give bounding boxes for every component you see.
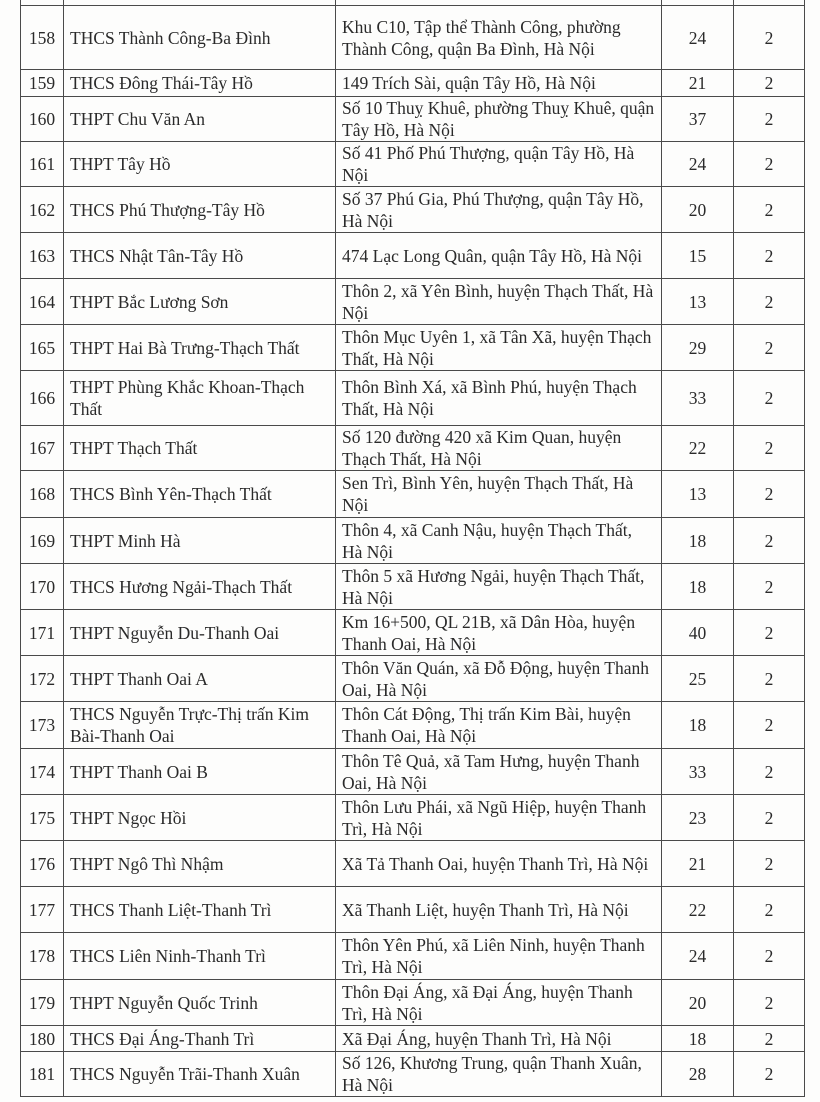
cell-row-number: 166 — [21, 371, 64, 426]
cell-school-name: THCS Đại Áng-Thanh Trì — [64, 1026, 336, 1052]
cell-value: 2 — [734, 471, 805, 518]
cell-count: 18 — [662, 702, 734, 749]
cell-count: 18 — [662, 1026, 734, 1052]
cell-row-number: 164 — [21, 279, 64, 325]
cell-address: Sen Trì, Bình Yên, huyện Thạch Thất, Hà Nội — [336, 471, 662, 518]
cell-school-name: THPT Minh Hà — [64, 518, 336, 564]
cell-count: 22 — [662, 426, 734, 471]
cell-address: Xã Thanh Liệt, huyện Thanh Trì, Hà Nội — [336, 887, 662, 933]
table-row — [21, 564, 805, 610]
cell-count: 33 — [662, 371, 734, 426]
cell-address: 149 Trích Sài, quận Tây Hồ, Hà Nội — [336, 70, 662, 97]
cell-row-number: 167 — [21, 426, 64, 471]
cell-school-name: THPT Chu Văn An — [64, 97, 336, 142]
cell-school-name: THPT Bắc Lương Sơn — [64, 279, 336, 325]
cell-row-number: 177 — [21, 887, 64, 933]
cell-count: 37 — [662, 97, 734, 142]
table-row — [21, 279, 805, 325]
table-row — [21, 980, 805, 1026]
cell-count: 22 — [662, 887, 734, 933]
cell-value: 2 — [734, 749, 805, 795]
cell-count: 20 — [662, 187, 734, 233]
cell-school-name: THCS Bình Yên-Thạch Thất — [64, 471, 336, 518]
table-row — [21, 97, 805, 142]
cell-address: Thôn Bình Xá, xã Bình Phú, huyện Thạch Thất, Hà Nội — [336, 371, 662, 426]
cell-school-name: THPT Thạch Thất — [64, 426, 336, 471]
cell-address: Số 120 đường 420 xã Kim Quan, huyện Thạch Thất, Hà Nội — [336, 426, 662, 471]
cell-row-number: 176 — [21, 841, 64, 887]
cell-value: 2 — [734, 887, 805, 933]
table-row — [21, 702, 805, 749]
cell-row-number: 158 — [21, 6, 64, 70]
table-row — [21, 610, 805, 656]
table-row — [21, 6, 805, 70]
cell-school-name: THCS Nguyễn Trực-Thị trấn Kim Bài-Thanh Oai — [64, 702, 336, 749]
cell-school-name: THPT Tây Hồ — [64, 142, 336, 187]
cell-count: 29 — [662, 325, 734, 371]
cell-value: 2 — [734, 6, 805, 70]
cell-address: Thôn Yên Phú, xã Liên Ninh, huyện Thanh Trì, Hà Nội — [336, 933, 662, 980]
cell-value: 2 — [734, 426, 805, 471]
cell-count: 21 — [662, 841, 734, 887]
cell-school-name: THPT Nguyễn Quốc Trinh — [64, 980, 336, 1026]
cell-value: 2 — [734, 233, 805, 279]
cell-school-name: THPT Ngọc Hồi — [64, 795, 336, 841]
cell-count: 21 — [662, 70, 734, 97]
cell-row-number: 163 — [21, 233, 64, 279]
table-row — [21, 795, 805, 841]
cell-value: 2 — [734, 371, 805, 426]
cell-school-name: THPT Thanh Oai A — [64, 656, 336, 702]
cell-value: 2 — [734, 610, 805, 656]
cell-value: 2 — [734, 70, 805, 97]
cell-school-name: THCS Đông Thái-Tây Hồ — [64, 70, 336, 97]
cell-school-name: THCS Hương Ngải-Thạch Thất — [64, 564, 336, 610]
cell-value: 2 — [734, 279, 805, 325]
cell-value: 2 — [734, 142, 805, 187]
cell-value: 2 — [734, 564, 805, 610]
cell-address: 474 Lạc Long Quân, quận Tây Hồ, Hà Nội — [336, 233, 662, 279]
table-row — [21, 187, 805, 233]
cell-value: 2 — [734, 841, 805, 887]
cell-school-name: THPT Hai Bà Trưng-Thạch Thất — [64, 325, 336, 371]
cell-count: 15 — [662, 233, 734, 279]
table-row — [21, 471, 805, 518]
cell-count: 25 — [662, 656, 734, 702]
cell-row-number: 160 — [21, 97, 64, 142]
cell-row-number: 172 — [21, 656, 64, 702]
cell-count: 18 — [662, 518, 734, 564]
cell-school-name: THPT Nguyễn Du-Thanh Oai — [64, 610, 336, 656]
cell-row-number: 178 — [21, 933, 64, 980]
cell-value: 2 — [734, 1026, 805, 1052]
cell-address: Thôn Lưu Phái, xã Ngũ Hiệp, huyện Thanh Trì, Hà Nội — [336, 795, 662, 841]
table-row — [21, 426, 805, 471]
cell-row-number: 165 — [21, 325, 64, 371]
cell-school-name: THCS Nguyễn Trãi-Thanh Xuân — [64, 1052, 336, 1097]
cell-value: 2 — [734, 702, 805, 749]
cell-count: 33 — [662, 749, 734, 795]
table-row — [21, 1052, 805, 1097]
cell-address: Thôn Văn Quán, xã Đỗ Động, huyện Thanh Oai, Hà Nội — [336, 656, 662, 702]
cell-school-name: THCS Phú Thượng-Tây Hồ — [64, 187, 336, 233]
cell-address: Thôn Mục Uyên 1, xã Tân Xã, huyện Thạch Thất, Hà Nội — [336, 325, 662, 371]
cell-count: 18 — [662, 564, 734, 610]
cell-value: 2 — [734, 656, 805, 702]
cell-count: 40 — [662, 610, 734, 656]
table-row — [21, 518, 805, 564]
cell-address: Thôn Đại Áng, xã Đại Áng, huyện Thanh Trì, Hà Nội — [336, 980, 662, 1026]
table-row — [21, 933, 805, 980]
cell-row-number: 170 — [21, 564, 64, 610]
table-row — [21, 233, 805, 279]
cell-value: 2 — [734, 187, 805, 233]
cell-count: 24 — [662, 6, 734, 70]
cell-count: 13 — [662, 279, 734, 325]
cell-school-name: THPT Phùng Khắc Khoan-Thạch Thất — [64, 371, 336, 426]
cell-row-number: 162 — [21, 187, 64, 233]
cell-row-number: 174 — [21, 749, 64, 795]
table-row — [21, 371, 805, 426]
cell-count: 13 — [662, 471, 734, 518]
cell-row-number: 161 — [21, 142, 64, 187]
cell-row-number: 159 — [21, 70, 64, 97]
cell-value: 2 — [734, 325, 805, 371]
cell-school-name: THPT Ngô Thì Nhậm — [64, 841, 336, 887]
cell-value: 2 — [734, 980, 805, 1026]
cell-row-number: 180 — [21, 1026, 64, 1052]
cell-row-number: 171 — [21, 610, 64, 656]
cell-address: Xã Đại Áng, huyện Thanh Trì, Hà Nội — [336, 1026, 662, 1052]
table-row — [21, 841, 805, 887]
cell-address: Số 126, Khương Trung, quận Thanh Xuân, Hà Nội — [336, 1052, 662, 1097]
table-row — [21, 325, 805, 371]
cell-count: 24 — [662, 142, 734, 187]
cell-address: Thôn 5 xã Hương Ngải, huyện Thạch Thất, Hà Nội — [336, 564, 662, 610]
cell-address: Khu C10, Tập thể Thành Công, phường Thành Công, quận Ba Đình, Hà Nội — [336, 6, 662, 70]
cell-count: 24 — [662, 933, 734, 980]
cell-row-number: 169 — [21, 518, 64, 564]
cell-address: Thôn Cát Động, Thị trấn Kim Bài, huyện Thanh Oai, Hà Nội — [336, 702, 662, 749]
table-row — [21, 1026, 805, 1052]
table-row — [21, 70, 805, 97]
cell-value: 2 — [734, 97, 805, 142]
table-row — [21, 887, 805, 933]
cell-row-number: 175 — [21, 795, 64, 841]
cell-school-name: THPT Thanh Oai B — [64, 749, 336, 795]
cell-address: Xã Tả Thanh Oai, huyện Thanh Trì, Hà Nội — [336, 841, 662, 887]
table-row — [21, 749, 805, 795]
cell-row-number: 179 — [21, 980, 64, 1026]
cell-address: Km 16+500, QL 21B, xã Dân Hòa, huyện Thanh Oai, Hà Nội — [336, 610, 662, 656]
school-table-body — [21, 0, 805, 1097]
table-row — [21, 656, 805, 702]
cell-value: 2 — [734, 795, 805, 841]
cell-address: Thôn 4, xã Canh Nậu, huyện Thạch Thất, Hà Nội — [336, 518, 662, 564]
cell-value: 2 — [734, 1052, 805, 1097]
cell-school-name: THCS Liên Ninh-Thanh Trì — [64, 933, 336, 980]
cell-school-name: THCS Thành Công-Ba Đình — [64, 6, 336, 70]
cell-count: 23 — [662, 795, 734, 841]
table-row — [21, 142, 805, 187]
cell-row-number: 168 — [21, 471, 64, 518]
cell-address: Số 41 Phố Phú Thượng, quận Tây Hồ, Hà Nội — [336, 142, 662, 187]
cell-school-name: THCS Thanh Liệt-Thanh Trì — [64, 887, 336, 933]
cell-address: Thôn 2, xã Yên Bình, huyện Thạch Thất, Hà Nội — [336, 279, 662, 325]
cell-address: Số 37 Phú Gia, Phú Thượng, quận Tây Hồ, Hà Nội — [336, 187, 662, 233]
cell-address: Số 10 Thuỵ Khuê, phường Thuỵ Khuê, quận Tây Hồ, Hà Nội — [336, 97, 662, 142]
cell-count: 20 — [662, 980, 734, 1026]
cell-value: 2 — [734, 933, 805, 980]
cell-count: 28 — [662, 1052, 734, 1097]
cell-address: Thôn Tê Quả, xã Tam Hưng, huyện Thanh Oai, Hà Nội — [336, 749, 662, 795]
cell-school-name: THCS Nhật Tân-Tây Hồ — [64, 233, 336, 279]
cell-row-number: 173 — [21, 702, 64, 749]
cell-row-number: 181 — [21, 1052, 64, 1097]
school-table — [20, 0, 805, 1097]
cell-value: 2 — [734, 518, 805, 564]
